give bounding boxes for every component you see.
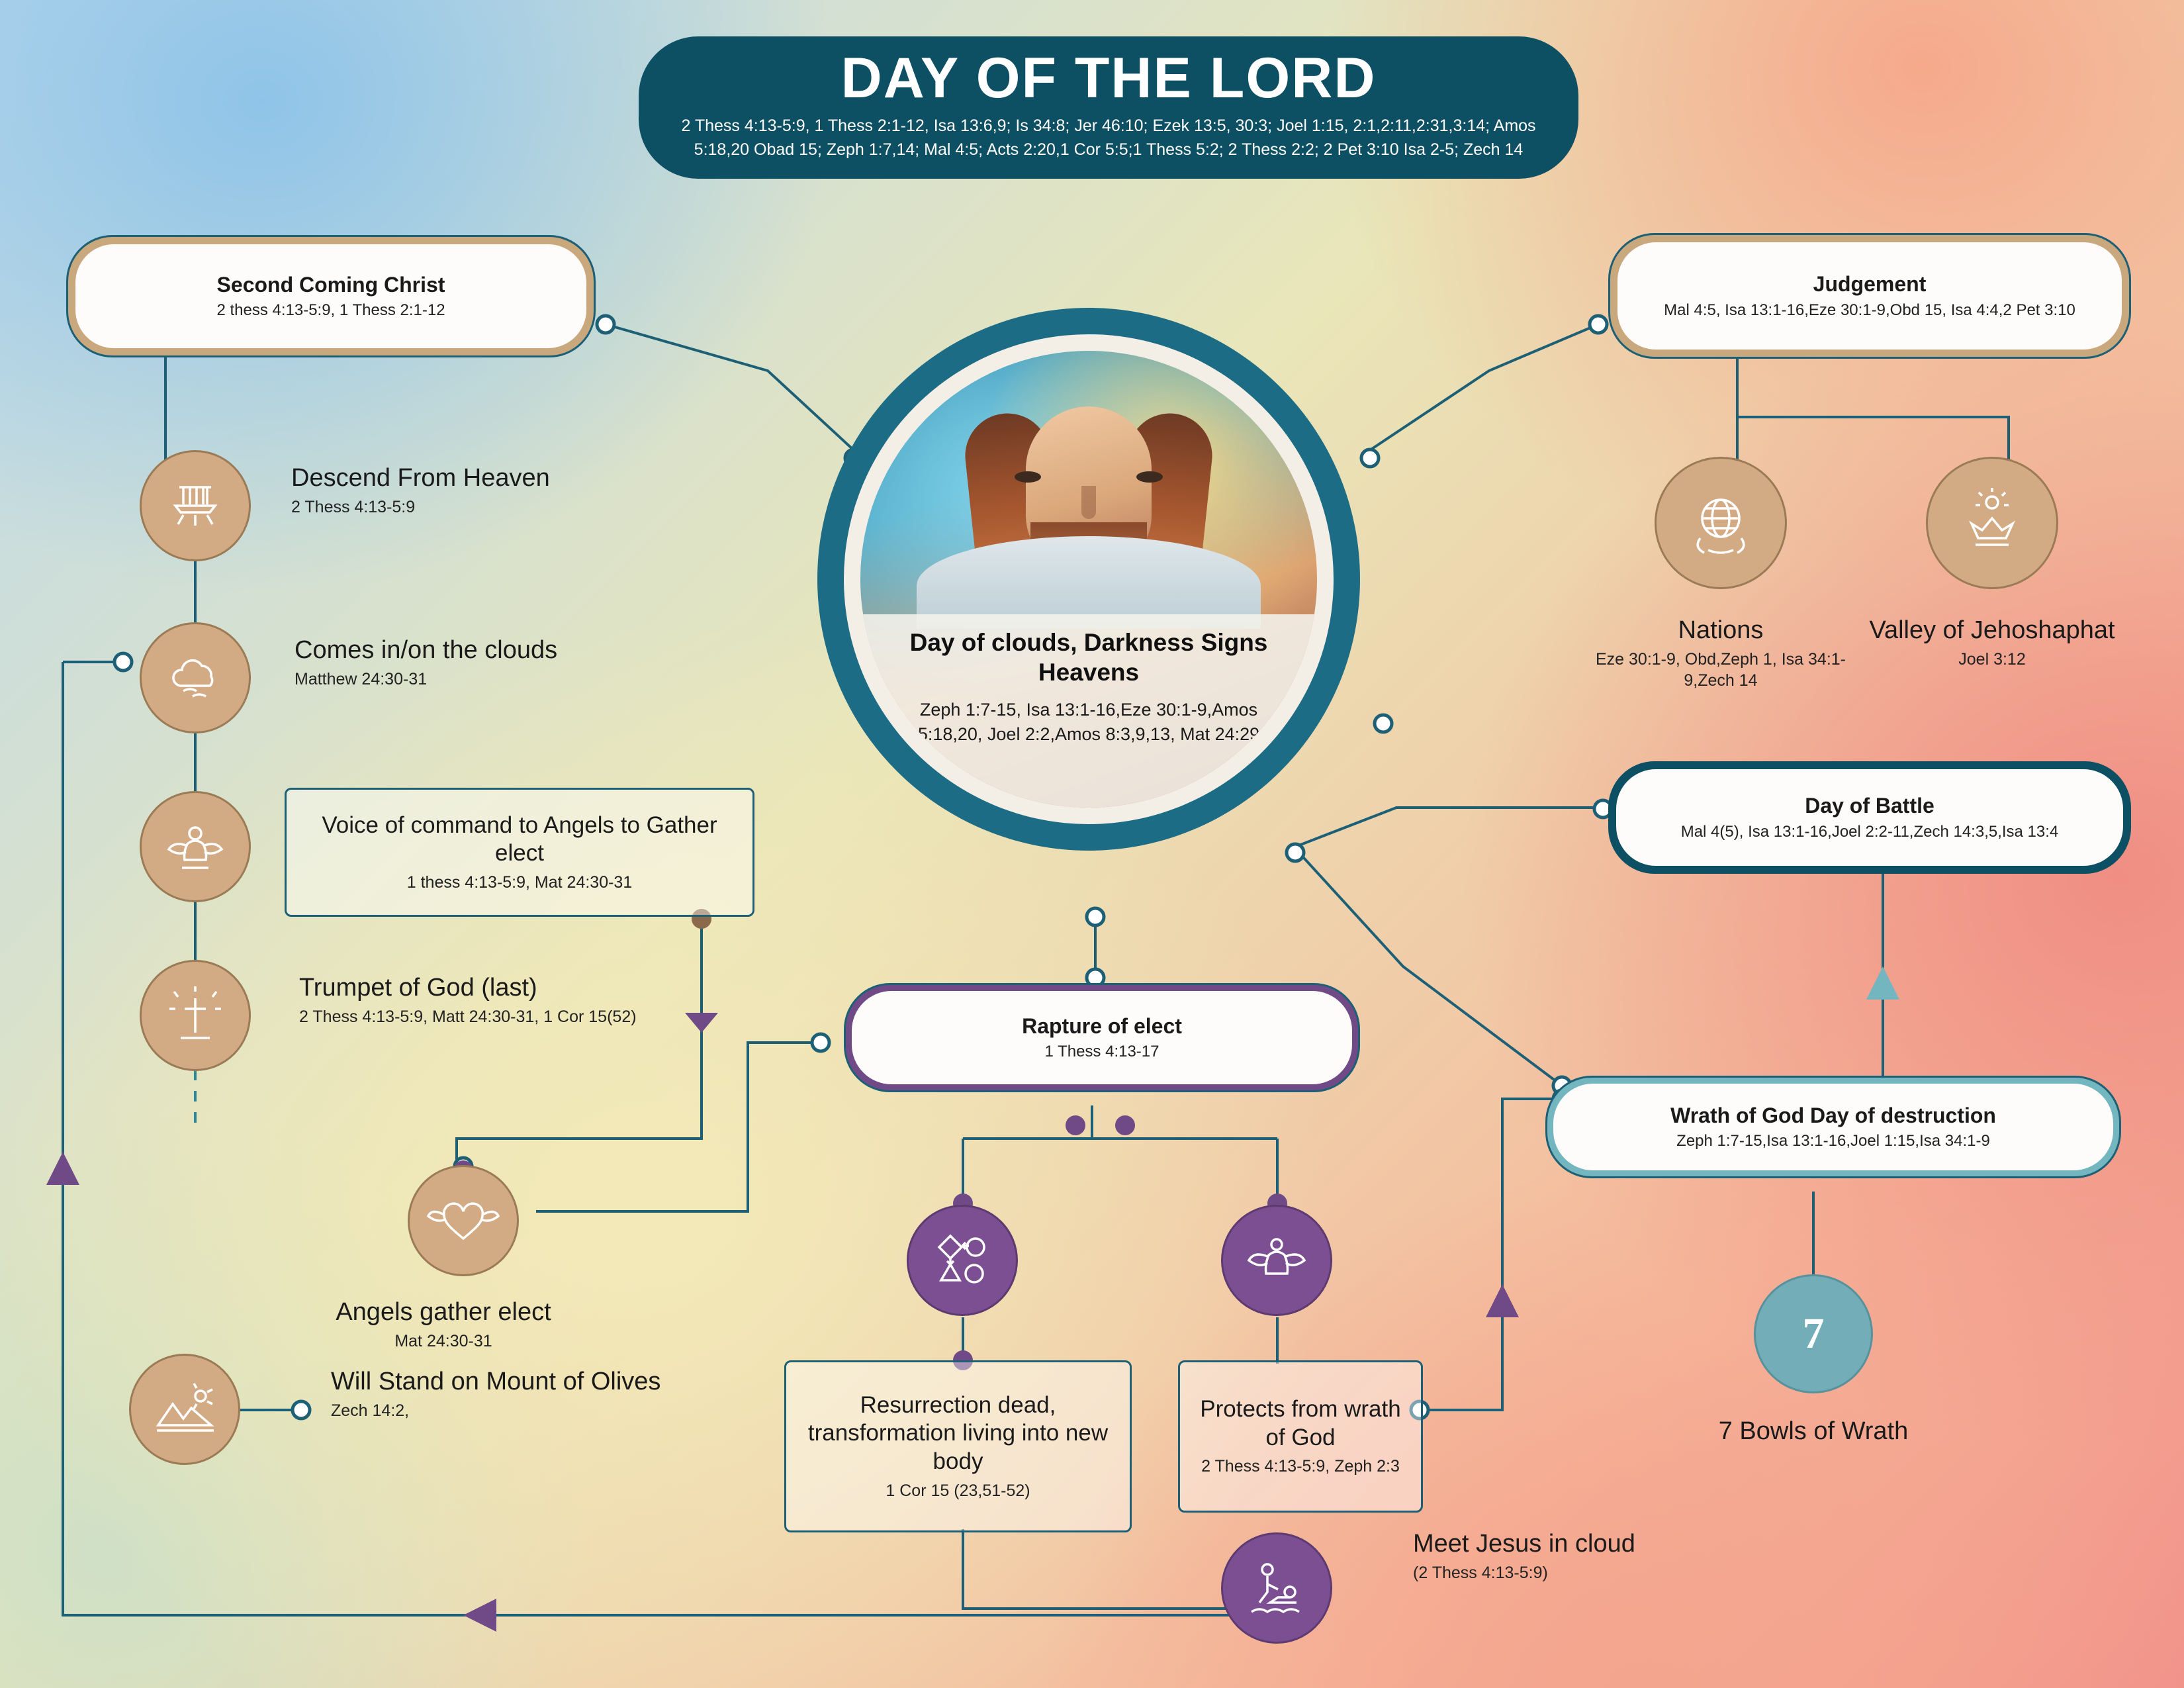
angels-gather-title: Angels gather elect [336,1298,551,1326]
icon-cloud[interactable] [140,622,251,733]
center-content [860,351,1317,808]
title-references: 2 Thess 4:13-5:9, 1 Thess 2:1-12, Isa 13:6,9; Is 34:8; Jer 46:10; Ezek 13:5, 30:3; Joel 1:15, 2:1,2:11,2:31,3:14; Amos 5:18,20 Obad 15; Zeph 1:7,14; Mal 4:5; Acts 2:20,1 Cor 5:5;1 Thess 5:2; 2 Thess 2:2; 2 Pet 3:10 Isa 2-5; Zech 14 [681,117,1536,159]
resurrection-title: Resurrection dead, transformation living into new body [807,1391,1109,1475]
descend-refs: 2 Thess 4:13-5:9 [291,497,416,516]
nations-title: Nations [1678,616,1764,644]
judgement-title: Judgement [1813,272,1927,297]
icon-angel-trumpet[interactable] [140,791,251,902]
icon-transformation[interactable] [907,1205,1018,1316]
judgement-refs: Mal 4:5, Isa 13:1-16,Eze 30:1-9,Obd 15, Isa 4:4,2 Pet 3:10 [1664,301,2075,319]
day-of-battle-title: Day of Battle [1805,794,1934,818]
label-meet-jesus [1413,1529,1691,1583]
icon-valley-crown[interactable] [1926,457,2058,589]
bowls-title: 7 Bowls of Wrath [1718,1417,1909,1445]
node-wrath-of-god[interactable] [1545,1076,2121,1178]
second-coming-refs: 2 thess 4:13-5:9, 1 Thess 2:1-12 [216,301,445,320]
wrath-of-god-refs: Zeph 1:7-15,Isa 13:1-16,Joel 1:15,Isa 34:1-9 [1676,1132,1990,1150]
voice-of-command-refs: 1 thess 4:13-5:9, Mat 24:30-31 [406,872,633,892]
label-clouds [295,635,718,690]
day-of-battle-refs: Mal 4(5), Isa 13:1-16,Joel 2:2-11,Zech 14:3,5,Isa 13:4 [1680,822,2059,841]
node-rapture-of-elect[interactable] [844,983,1360,1092]
icon-descend-from-heaven[interactable] [140,450,251,561]
trumpet-title: Trumpet of God (last) [299,974,537,1002]
rapture-refs: 1 Thess 4:13-17 [1044,1043,1160,1061]
icon-seven-bowls[interactable] [1754,1274,1873,1393]
label-trumpet [299,973,696,1027]
label-mount-olives [331,1367,688,1421]
label-seven-bowls [1628,1417,1999,1446]
clouds-title: Comes in/on the clouds [295,636,558,664]
icon-nations-globe[interactable] [1655,457,1787,589]
icon-guardian-angel[interactable] [1221,1205,1332,1316]
clouds-refs: Matthew 24:30-31 [295,669,428,688]
descend-title: Descend From Heaven [291,464,550,492]
resurrection-refs: 1 Cor 15 (23,51-52) [886,1481,1030,1500]
icon-mount-of-olives[interactable] [129,1354,240,1465]
icon-winged-heart[interactable] [408,1165,519,1276]
center-header: Day of clouds, Darkness Signs Heavens [909,629,1268,686]
icon-meet-jesus-in-cloud[interactable] [1221,1532,1332,1644]
center-caption [860,614,1317,808]
center-refs: Zeph 1:7-15, Isa 13:1-16,Eze 30:1-9,Amos 5:18,20, Joel 2:2,Amos 8:3,9,13, Mat 24:29 [917,700,1260,744]
meet-jesus-refs: (2 Thess 4:13-5:9) [1413,1563,1548,1582]
second-coming-title: Second Coming Christ [216,272,445,297]
page-title: DAY OF THE LORD [841,46,1377,110]
node-day-of-battle[interactable] [1608,761,2131,874]
node-second-coming-christ[interactable] [66,235,596,357]
protects-title: Protects from wrath of God [1200,1396,1401,1450]
meet-jesus-title: Meet Jesus in cloud [1413,1530,1635,1558]
rapture-title: Rapture of elect [1022,1013,1182,1038]
wrath-of-god-title: Wrath of God Day of destruction [1670,1103,1996,1127]
bowls-number: 7 [1802,1309,1825,1358]
nations-refs: Eze 30:1-9, Obd,Zeph 1, Isa 34:1-9,Zech 14 [1595,649,1846,690]
title-banner [639,36,1578,179]
icon-trumpet-of-god[interactable] [140,960,251,1071]
voice-of-command-title: Voice of command to Angels to Gather elect [322,812,717,867]
mount-olives-title: Will Stand on Mount of Olives [331,1368,661,1395]
trumpet-refs: 2 Thess 4:13-5:9, Matt 24:30-31, 1 Cor 15(52) [299,1007,637,1026]
mount-olives-refs: Zech 14:2, [331,1401,410,1420]
center-ring [844,334,1334,824]
node-voice-of-command[interactable] [285,788,754,917]
center-medallion[interactable] [817,308,1360,851]
label-nations [1575,616,1866,692]
label-valley-of-jehoshaphat [1853,616,2131,670]
label-angels-gather [225,1297,662,1352]
jesus-portrait-icon [860,351,1317,629]
node-judgement[interactable] [1608,233,2131,359]
valley-title: Valley of Jehoshaphat [1869,616,2115,644]
valley-refs: Joel 3:12 [1958,649,2026,669]
node-protects-from-wrath[interactable] [1178,1360,1423,1513]
node-resurrection[interactable] [784,1360,1132,1532]
label-descend [291,463,715,518]
angels-gather-refs: Mat 24:30-31 [394,1331,492,1350]
protects-refs: 2 Thess 4:13-5:9, Zeph 2:3 [1201,1457,1400,1476]
